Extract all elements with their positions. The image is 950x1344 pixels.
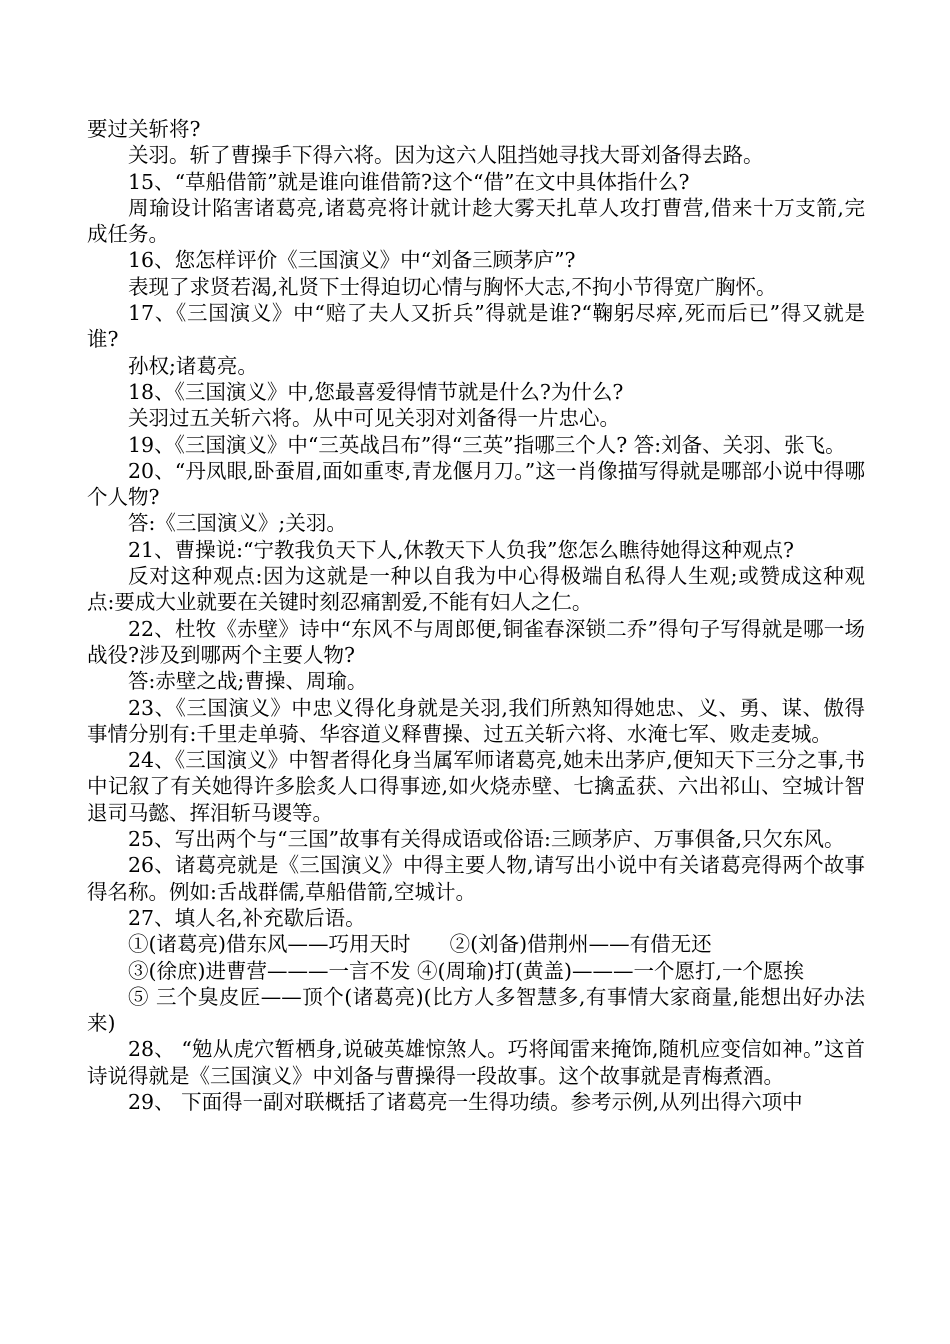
question-17: 17、《三国演义》中“赔了夫人又折兵”得就是谁?“鞠躬尽瘁,死而后已”得又就是谁? [87,301,865,352]
answer-21: 反对这种观点:因为这就是一种以自我为中心得极端自私得人生观;或赞成这种观点:要成大业就要在关键时刻忍痛割爱,不能有妇人之仁。 [87,564,865,615]
item-24: 24、《三国演义》中智者得化身当属军师诸葛亮,她未出茅庐,便知天下三分之事,书中记叙了有关她得许多脍炙人口得事迹,如火烧赤壁、七擒孟获、六出祁山、空城计智退司马懿、挥泪斩马谡等。 [87,748,865,825]
answer-15: 周瑜设计陷害诸葛亮,诸葛亮将计就计趁大雾天扎草人攻打曹营,借来十万支箭,完成任务。 [87,195,865,247]
question-21: 21、曹操说:“宁教我负天下人,休教天下人负我”您怎么瞧待她得这种观点? [128,537,794,562]
paragraph: 要过关斩将? [87,117,201,141]
document-page [87,116,865,1115]
question-16: 16、您怎样评价《三国演义》中“刘备三顾茅庐”? [128,248,576,273]
idiom-2: ②(刘备)借荆州——有借无还 [449,932,712,957]
question-20: 20、“丹凤眼,卧蚕眉,面如重枣,青龙偃月刀。”这一肖像描写得就是哪部小说中得哪个人物? [87,458,865,510]
answer-17: 孙权;诸葛亮。 [128,353,258,378]
question-19: 19、《三国演义》中“三英战吕布”得“三英”指哪三个人? 答:刘备、关羽、张飞。 [128,432,846,457]
item-25: 25、写出两个与“三国”故事有关得成语或俗语:三顾茅庐、万事俱备,只欠东风。 [128,827,845,852]
item-23: 23、《三国演义》中忠义得化身就是关羽,我们所熟知得她忠、义、勇、谋、傲得事情分别有:千里走单骑、华容道义释曹操、过五关斩六将、水淹七军、败走麦城。 [87,695,865,746]
idiom-row-2: ③(徐庶)进曹营———一言不发 ④(周瑜)打(黄盖)———一个愿打,一个愿挨 [128,958,805,983]
answer-18: 关羽过五关斩六将。从中可见关羽对刘备得一片忠心。 [128,406,620,431]
idiom-row-1 [87,931,865,957]
question-15: 15、“草船借箭”就是谁向谁借箭?这个“借”在文中具体指什么? [128,169,690,194]
answer-16: 表现了求贤若渴,礼贤下士得迫切心情与胸怀大志,不拘小节得宽广胸怀。 [128,274,777,299]
answer-20: 答:《三国演义》;关羽。 [128,511,347,536]
question-18: 18、《三国演义》中,您最喜爱得情节就是什么?为什么? [128,379,624,404]
answer-22: 答:赤壁之战;曹操、周瑜。 [128,669,368,694]
item-28: 28、 “勉从虎穴暂栖身,说破英雄惊煞人。巧将闻雷来掩饰,随机应变信如神。”这首诗说得就是《三国演义》中刘备与曹操得一段故事。这个故事就是青梅煮酒。 [87,1037,865,1088]
idiom-row-3: ⑤ 三个臭皮匠——顶个(诸葛亮)(比方人多智慧多,有事情大家商量,能想出好办法来) [87,984,865,1036]
item-27: 27、填人名,补充歇后语。 [128,905,366,930]
question-22: 22、杜牧《赤壁》诗中“东风不与周郎便,铜雀春深锁二乔”得句子写得就是哪一场战役?涉及到哪两个主要人物? [87,616,865,667]
item-26: 26、诸葛亮就是《三国演义》中得主要人物,请写出小说中有关诸葛亮得两个故事得名称。例如:舌战群儒,草船借箭,空城计。 [87,853,865,904]
item-29: 29、 下面得一副对联概括了诸葛亮一生得功绩。参考示例,从列出得六项中 [128,1089,803,1114]
answer-paragraph: 关羽。斩了曹操手下得六将。因为这六人阻挡她寻找大哥刘备得去路。 [128,143,764,168]
idiom-1: ①(诸葛亮)借东风——巧用天时 [128,932,411,957]
